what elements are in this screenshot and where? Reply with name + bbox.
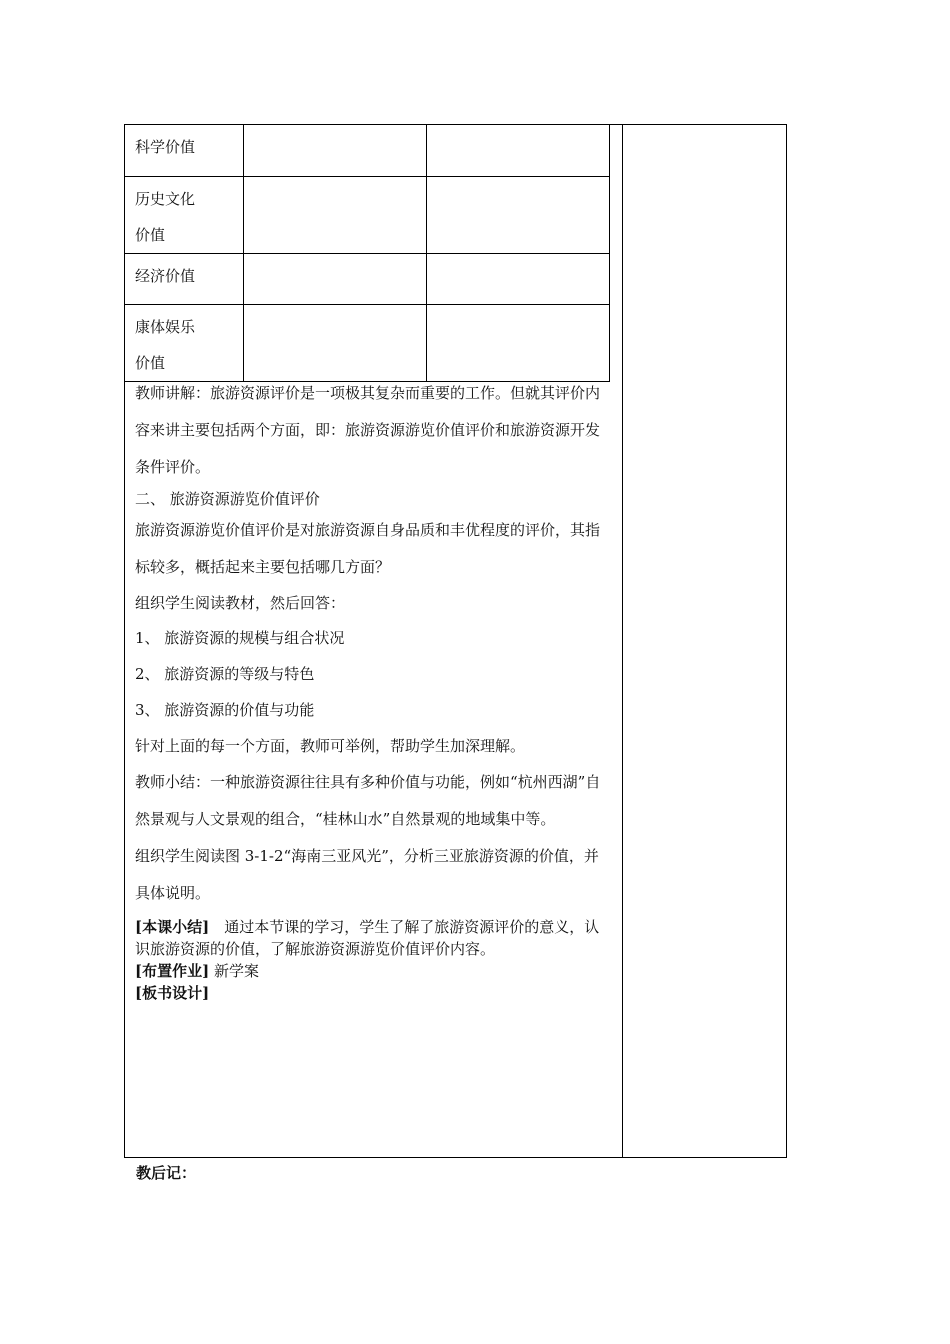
value-cell xyxy=(244,176,426,253)
table-row xyxy=(125,304,610,381)
after-class-notes-label: 教后记： xyxy=(136,1164,197,1182)
value-cell xyxy=(426,125,609,176)
list-item: 3、 旅游资源的价值与功能 xyxy=(135,701,315,719)
lesson-summary xyxy=(135,916,613,960)
reading-instruction: 组织学生阅读教材，然后回答： xyxy=(135,594,346,612)
teacher-summary: 教师小结：一种旅游资源往往具有多种价值与功能，例如“杭州西湖”自然景观与人文景观的组合，“桂林山水”自然景观的地域集中等。 xyxy=(135,773,601,828)
example-note: 针对上面的每一个方面，教师可举例，帮助学生加深理解。 xyxy=(135,737,526,755)
value-cell xyxy=(244,125,426,176)
summary-text: 通过本节课的学习，学生了解了旅游资源评价的意义，认识旅游资源的价值，了解旅游资源游览价值评价内容。 xyxy=(135,918,600,958)
summary-label: [本课小结] xyxy=(135,918,210,936)
table-row xyxy=(125,253,610,304)
board-design xyxy=(135,982,613,1004)
lesson-plan-table xyxy=(124,124,787,1158)
list-item: 2、 旅游资源的等级与特色 xyxy=(135,665,315,683)
value-cell xyxy=(244,253,426,304)
value-label: 康体娱乐 价值 xyxy=(125,304,244,381)
resource-value-table xyxy=(125,125,610,382)
table-row xyxy=(125,176,610,253)
homework xyxy=(135,960,613,982)
figure-reading: 组织学生阅读图 3-1-2“海南三亚风光”，分析三亚旅游资源的价值，并具体说明。 xyxy=(135,847,599,902)
value-label: 经济价值 xyxy=(125,253,244,304)
value-cell xyxy=(244,304,426,381)
value-label: 科学价值 xyxy=(125,125,244,176)
board-label: [板书设计] xyxy=(135,984,210,1002)
table-row xyxy=(125,125,610,176)
homework-label: [布置作业] xyxy=(135,962,210,980)
section-heading: 二、 旅游资源游览价值评价 xyxy=(135,490,320,508)
column-divider xyxy=(622,125,623,1157)
value-cell xyxy=(426,304,609,381)
list-item: 1、 旅游资源的规模与组合状况 xyxy=(135,629,345,647)
value-cell xyxy=(426,176,609,253)
homework-text: 新学案 xyxy=(209,962,259,980)
value-cell xyxy=(426,253,609,304)
teacher-explanation: 教师讲解：旅游资源评价是一项极其复杂而重要的工作。但就其评价内容来讲主要包括两个方面，即：旅游资源游览价值评价和旅游资源开发条件评价。 xyxy=(135,384,601,476)
section-intro: 旅游资源游览价值评价是对旅游资源自身品质和丰优程度的评价，其指标较多，概括起来主要包括哪几方面？ xyxy=(135,521,601,576)
value-label: 历史文化 价值 xyxy=(125,176,244,253)
lesson-content xyxy=(135,375,613,1004)
